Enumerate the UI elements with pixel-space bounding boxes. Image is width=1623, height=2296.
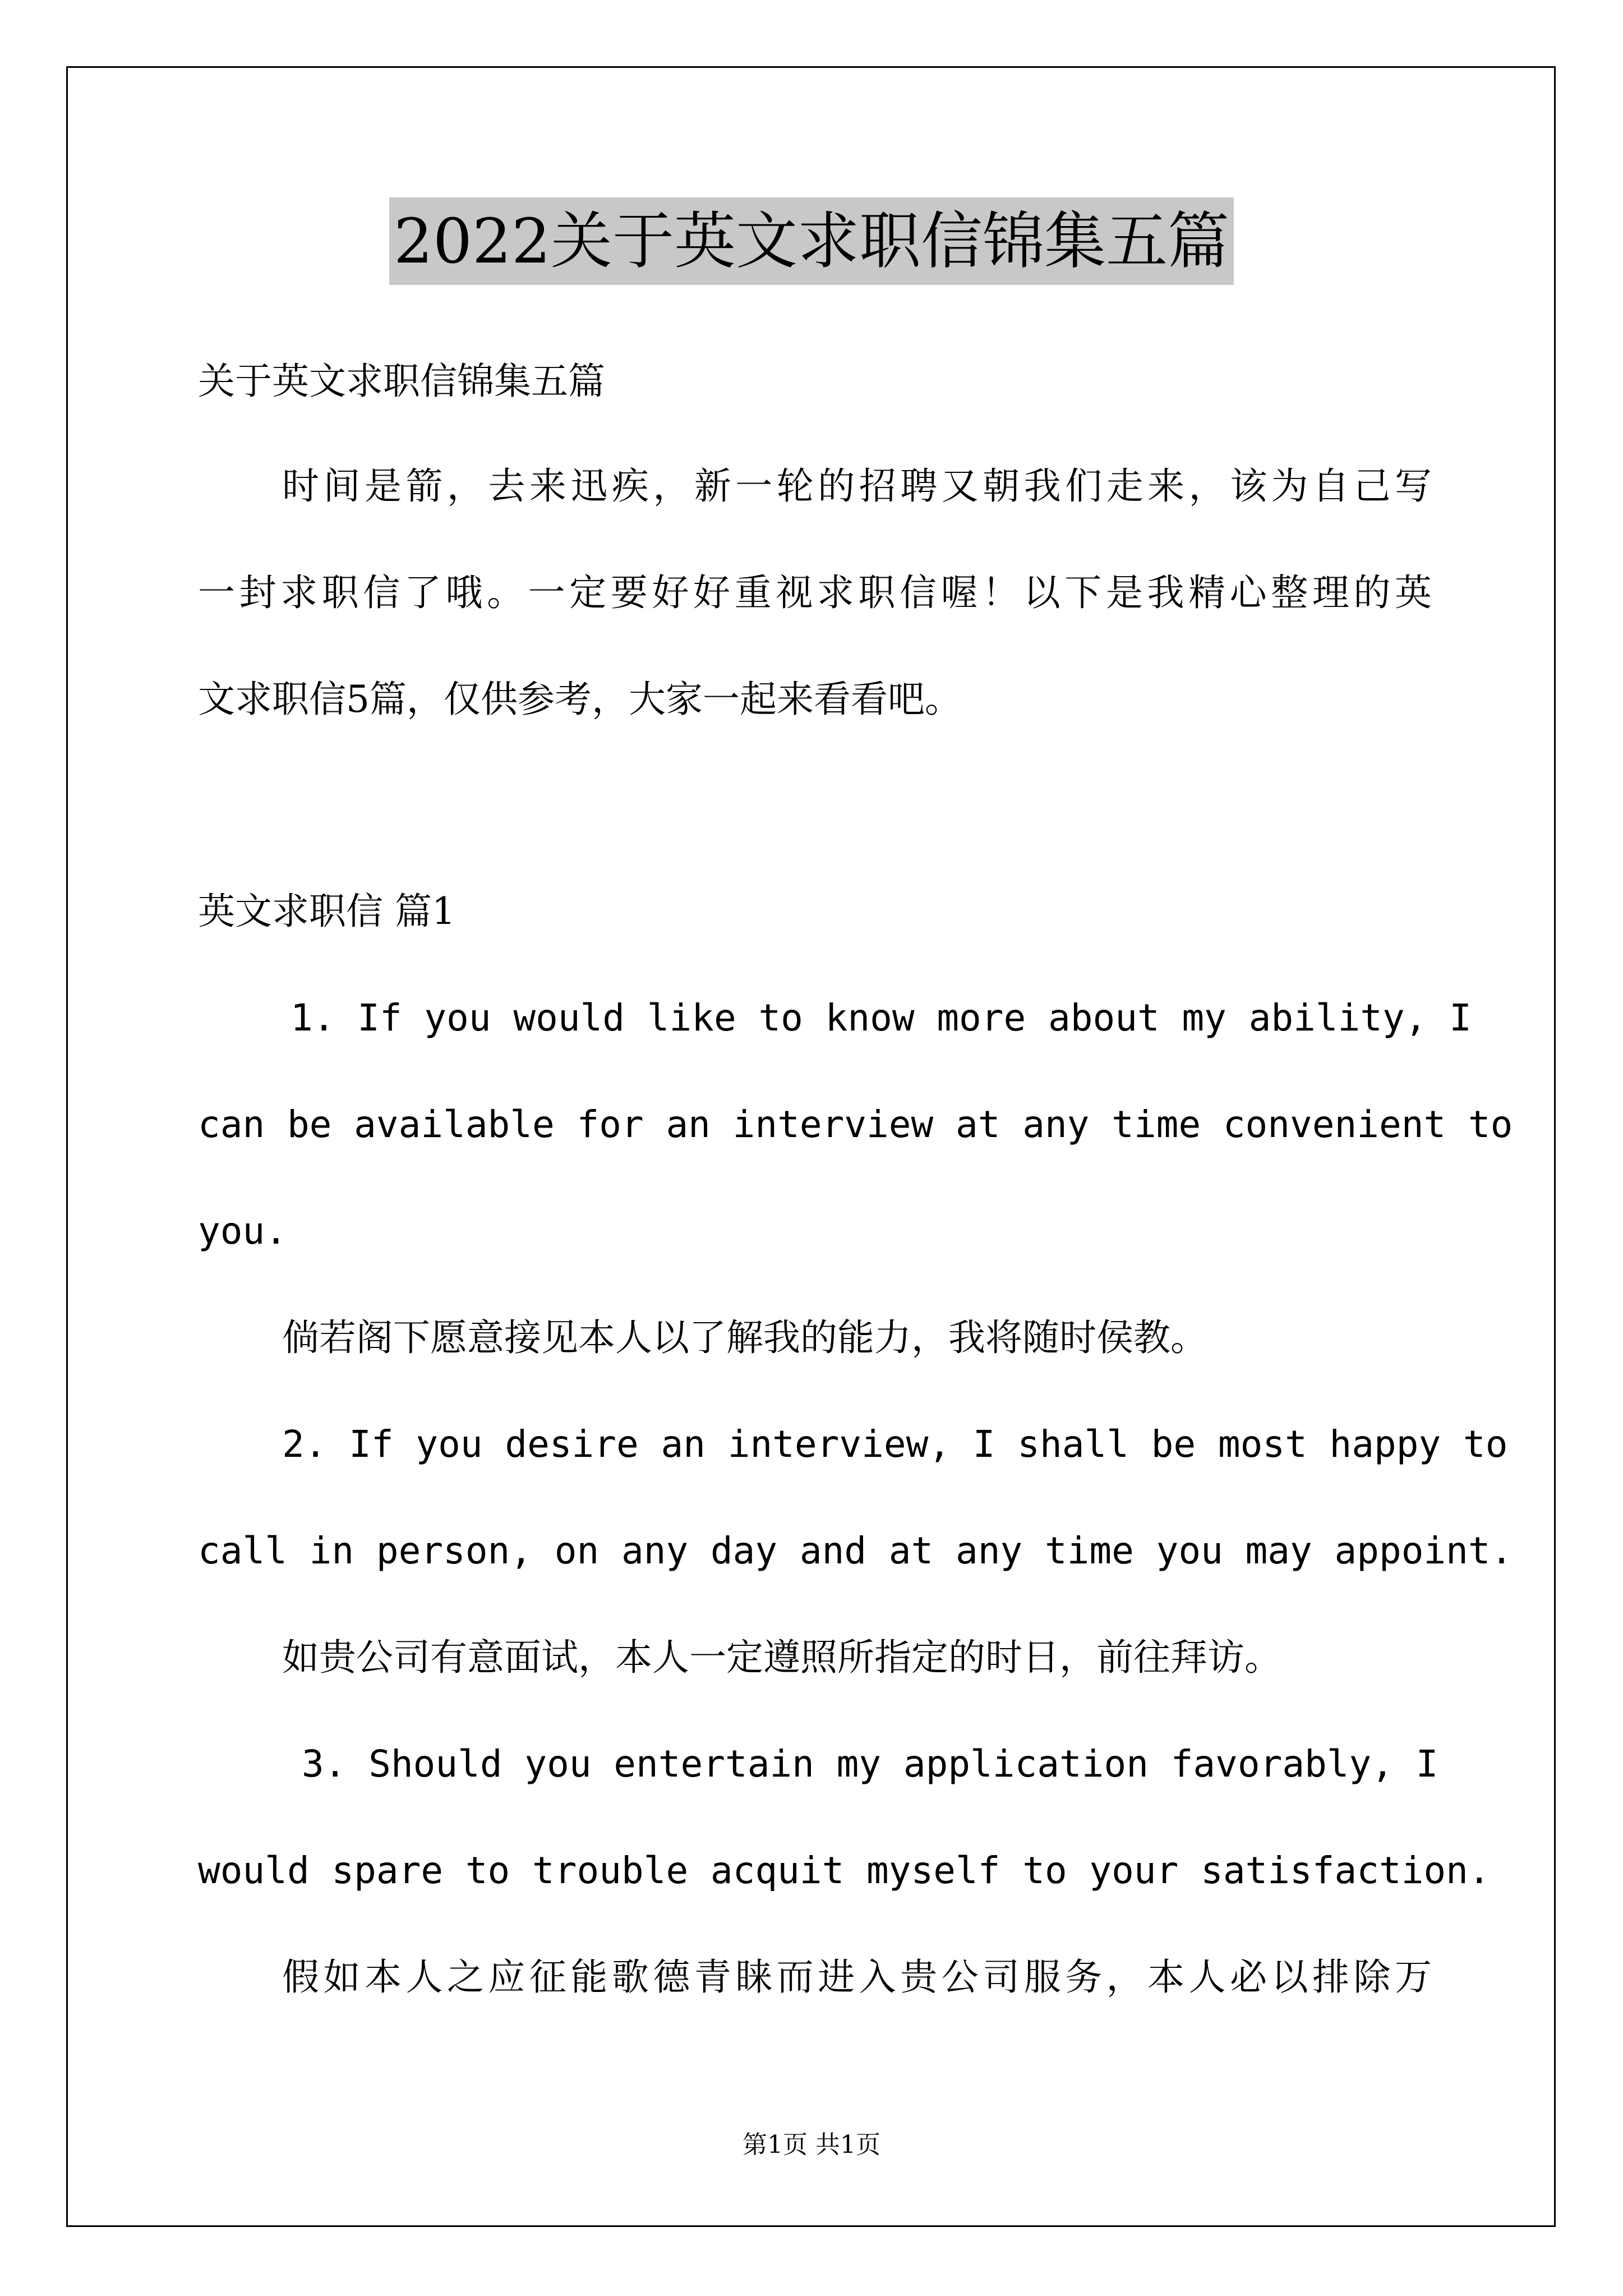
section-heading: 英文求职信 篇1 (198, 890, 455, 933)
document-title: 2022关于英文求职信锦集五篇 (389, 197, 1234, 285)
intro-line-3: 文求职信5篇，仅供参考，大家一起来看看吧。 (198, 678, 962, 721)
item3-line-2: would spare to trouble acquit myself to your satisfaction. (198, 1849, 1491, 1892)
item1-line-1: 1. If you would like to know more about my ability, I (291, 996, 1472, 1039)
document-subtitle: 关于英文求职信锦集五篇 (198, 360, 605, 403)
item2-line-1: 2. If you desire an interview, I shall be most happy to (282, 1423, 1508, 1466)
item1-chinese: 倘若阁下愿意接见本人以了解我的能力，我将随时侯教。 (282, 1316, 1207, 1359)
intro-line-1: 时间是箭，去来迅疾，新一轮的招聘又朝我们走来，该为自己写 (282, 464, 1432, 508)
page-footer: 第1页 共1页 (743, 2131, 880, 2159)
title-container (0, 197, 1623, 285)
item1-line-3: you. (198, 1209, 287, 1253)
item1-line-2: can be available for an interview at any time convenient to (198, 1103, 1513, 1146)
item3-chinese: 假如本人之应征能歌德青睐而进入贵公司服务，本人必以排除万 (282, 1955, 1432, 1999)
item2-chinese: 如贵公司有意面试，本人一定遵照所指定的时日，前往拜访。 (282, 1636, 1281, 1679)
intro-line-2: 一封求职信了哦。一定要好好重视求职信喔！以下是我精心整理的英 (198, 571, 1432, 614)
item2-line-2: call in person, on any day and at any time you may appoint. (198, 1529, 1513, 1572)
item3-line-1: 3. Should you entertain my application favorably, I (302, 1742, 1438, 1786)
